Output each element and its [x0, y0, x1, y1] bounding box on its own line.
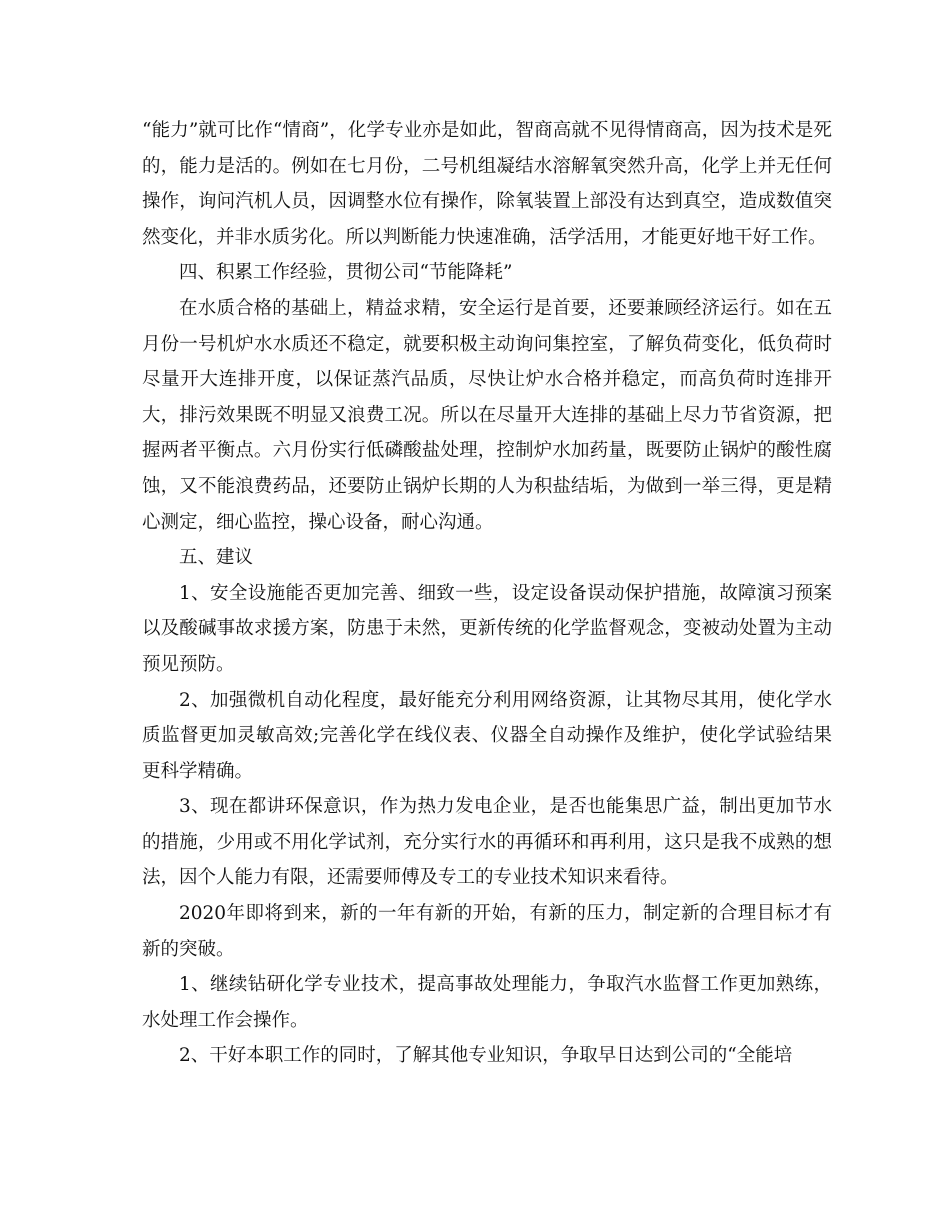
paragraph-water-quality: 在水质合格的基础上，精益求精，安全运行是首要，还要兼顾经济运行。如在五月份一号机炉水水质还不稳定，就要积极主动询问集控室，了解负荷变化，低负荷时尽量开大连排开度，以保证蒸汽品质，尽快让炉水合格并稳定，而高负荷时连排开大，排污效果既不明显又浪费工况。所以在尽量开大连排的基础上尽力节省资源，把握两者平衡点。六月份实行低磷酸盐处理，控制炉水加药量，既要防止锅炉的酸性腐蚀，又不能浪费药品，还要防止锅炉长期的人为积盐结垢，为做到一举三得，更是精心测定，细心监控，操心设备，耐心沟通。 [142, 297, 832, 533]
document-body [142, 113, 832, 1074]
suggestion-item-2: 2、加强微机自动化程度，最好能充分利用网络资源，让其物尽其用，使化学水质监督更加灵敏高效;完善化学在线仪表、仪器全自动操作及维护，使化学试验结果更科学精确。 [142, 689, 832, 782]
goal-item-2: 2、干好本职工作的同时，了解其他专业知识，争取早日达到公司的“全能培 [179, 1045, 793, 1067]
suggestion-item-1: 1、安全设施能否更加完善、细致一些，设定设备误动保护措施，故障演习预案以及酸碱事故求援方案，防患于未然，更新传统的化学监督观念，变被动处置为主动预见预防。 [142, 582, 832, 675]
heading-section-four: 四、积累工作经验，贯彻公司“节能降耗” [179, 262, 513, 284]
suggestion-item-3: 3、现在都讲环保意识，作为热力发电企业，是否也能集思广益，制出更加节水的措施，少用或不用化学试剂，充分实行水的再循环和再利用，这只是我不成熟的想法，因个人能力有限，还需要师傅及专工的专业技术知识来看待。 [142, 796, 832, 889]
goal-item-1: 1、继续钻研化学专业技术，提高事故处理能力，争取汽水监督工作更加熟练，水处理工作会操作。 [142, 974, 832, 1031]
paragraph-new-year: 2020年即将到来，新的一年有新的开始，有新的压力，制定新的合理目标才有新的突破。 [142, 903, 832, 960]
heading-section-five: 五、建议 [179, 547, 254, 569]
paragraph-ability-eq: “能力”就可比作“情商”，化学专业亦是如此，智商高就不见得情商高，因为技术是死的，能力是活的。例如在七月份，二号机组凝结水溶解氧突然升高，化学上并无任何操作，询问汽机人员，因调整水位有操作，除氧装置上部没有达到真空，造成数值突然变化，并非水质劣化。所以判断能力快速准确，活学活用，才能更好地干好工作。 [142, 120, 832, 248]
